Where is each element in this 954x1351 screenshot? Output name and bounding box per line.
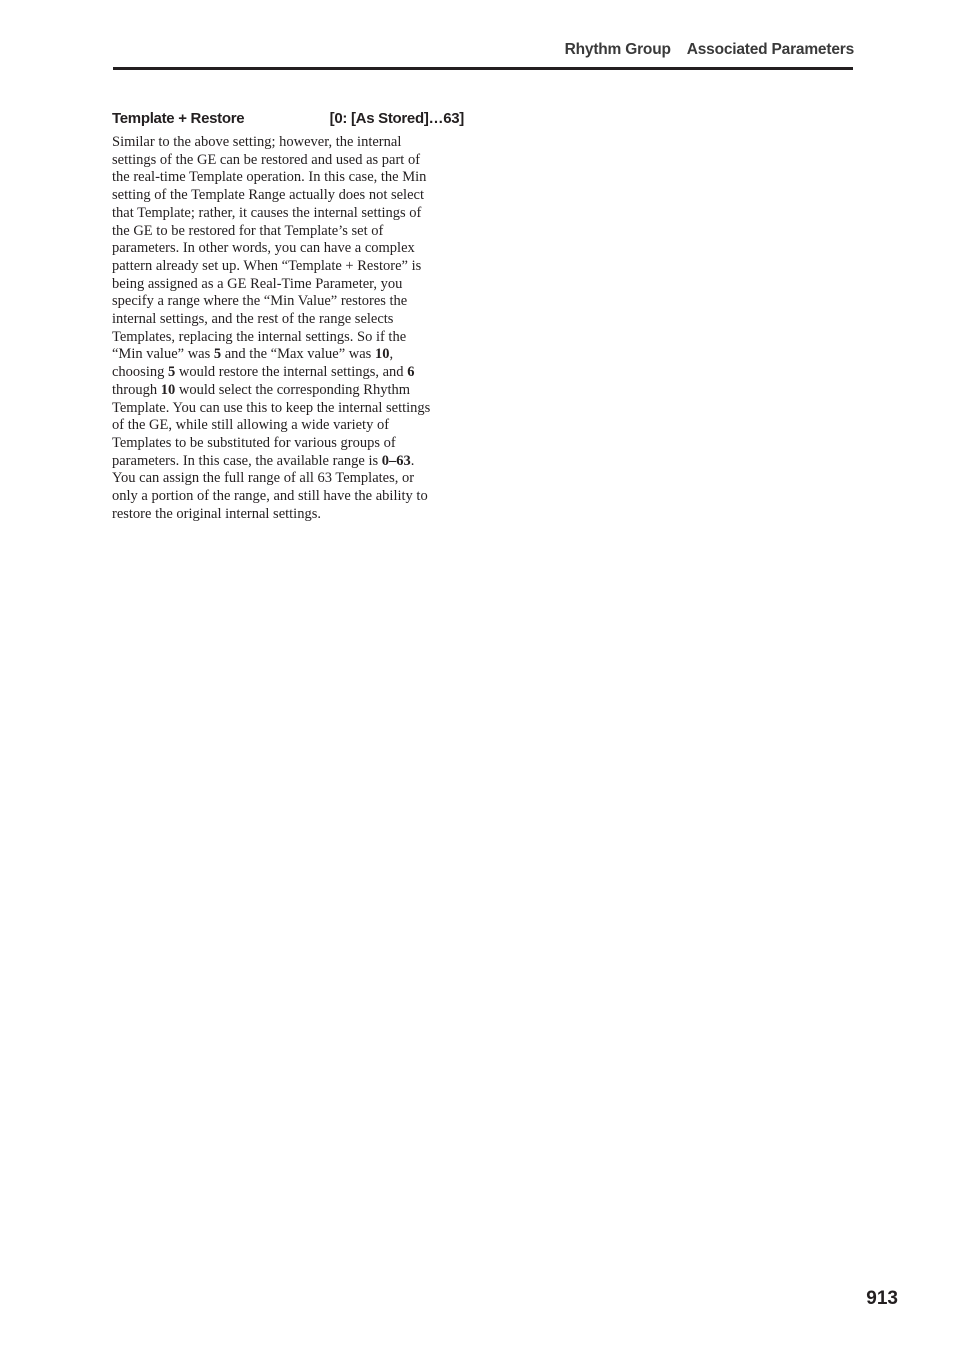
text-run: You can assign the full range of all 63 Templates, or: [112, 470, 415, 487]
text-run: would restore the internal settings, and: [175, 364, 408, 381]
text-line: [112, 258, 464, 276]
text-line: [112, 470, 464, 488]
parameter-heading: [112, 108, 464, 130]
text-line: [112, 417, 464, 435]
running-header: [565, 41, 854, 59]
text-run: and the “Max value” was: [221, 346, 375, 363]
parameter-description: [112, 134, 464, 523]
text-run: only a portion of the range, and still have the ability to: [112, 488, 428, 505]
text-run: .: [410, 452, 415, 469]
text-line: [112, 488, 464, 506]
text-line: [112, 205, 464, 223]
text-line: [112, 223, 464, 241]
header-section: Rhythm Group: [564, 41, 671, 58]
text-run: ,: [389, 346, 394, 363]
text-run: the GE to be restored for that Template’s set of: [112, 222, 384, 239]
text-run: parameters. In this case, the available range is: [112, 452, 382, 469]
text-line: [112, 293, 464, 311]
text-line: [112, 187, 464, 205]
parameter-range: [0: [As Stored]…63]: [329, 110, 464, 127]
text-line: [112, 346, 464, 364]
text-line: [112, 506, 464, 524]
emphasis-value: 10: [160, 381, 176, 398]
text-line: [112, 453, 464, 471]
text-run: Similar to the above setting; however, the internal: [112, 134, 402, 150]
text-run: Templates to be substituted for various groups of: [112, 434, 396, 451]
parameter-section: [112, 108, 464, 523]
emphasis-value: 10: [374, 346, 390, 363]
emphasis-value: 6: [407, 364, 415, 381]
text-run: restore the original internal settings.: [112, 505, 321, 522]
text-run: settings of the GE can be restored and used as part of: [112, 151, 421, 168]
text-run: choosing: [112, 364, 168, 381]
text-run: that Template; rather, it causes the internal settings of: [112, 204, 422, 221]
emphasis-value: 5: [167, 364, 176, 381]
parameter-name: Template + Restore: [112, 110, 245, 127]
text-run: parameters. In other words, you can have a complex: [112, 240, 415, 257]
page-number: 913: [866, 1288, 898, 1309]
text-line: [112, 134, 464, 152]
text-line: [112, 152, 464, 170]
text-line: [112, 240, 464, 258]
text-line: [112, 329, 464, 347]
emphasis-value: 0–63: [381, 452, 411, 469]
text-run: specify a range where the “Min Value” restores the: [112, 293, 408, 310]
text-line: [112, 364, 464, 382]
text-line: [112, 400, 464, 418]
text-line: [112, 435, 464, 453]
header-subsection: Associated Parameters: [686, 41, 854, 58]
text-run: “Min value” was: [112, 346, 214, 363]
header-rule: [113, 67, 853, 70]
text-run: pattern already set up. When “Template + Restore” is: [112, 257, 422, 274]
text-line: [112, 311, 464, 329]
text-run: through: [112, 381, 161, 398]
text-line: [112, 169, 464, 187]
text-run: being assigned as a GE Real-Time Parameter, you: [112, 275, 403, 292]
text-line: [112, 276, 464, 294]
text-run: the real-time Template operation. In this case, the Min: [112, 169, 427, 186]
text-line: [112, 382, 464, 400]
text-run: setting of the Template Range actually does not select: [112, 187, 424, 204]
text-run: would select the corresponding Rhythm: [175, 381, 411, 398]
text-run: of the GE, while still allowing a wide variety of: [112, 417, 390, 434]
text-run: Templates, replacing the internal settings. So if the: [112, 328, 407, 345]
text-run: Template. You can use this to keep the internal settings: [112, 399, 431, 416]
emphasis-value: 5: [213, 346, 222, 363]
text-run: internal settings, and the rest of the range selects: [112, 311, 394, 328]
